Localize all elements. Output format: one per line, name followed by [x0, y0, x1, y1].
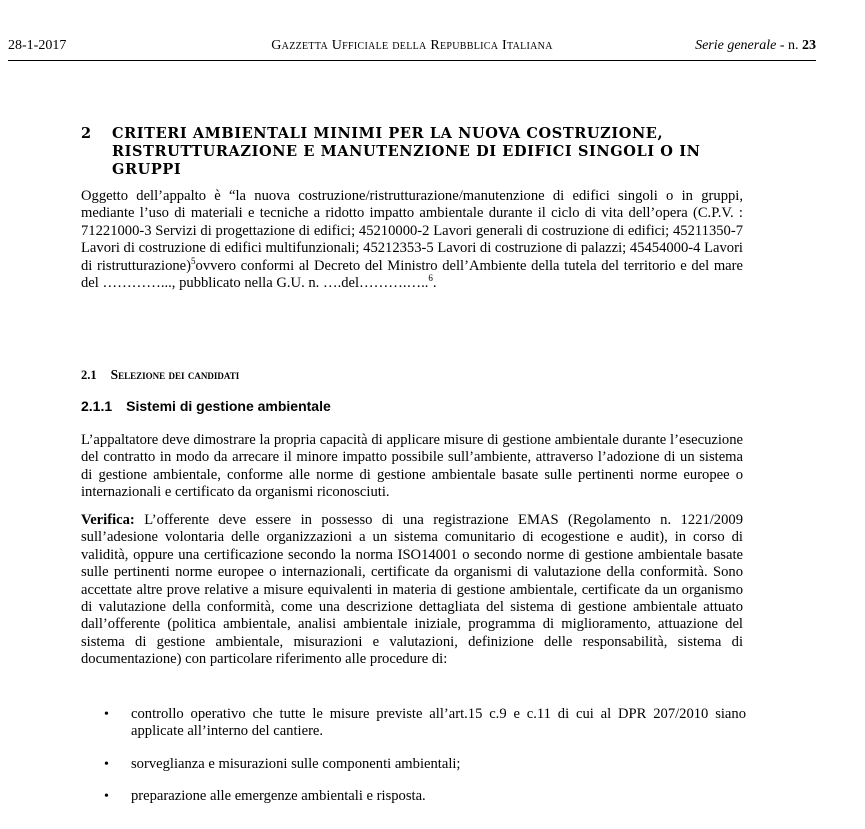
intro-text-b: ovvero conformi al Decreto del Ministro dell’Ambiente della tutela del territorio e del mare del …………..., pubblicato nella G.U. n. ….del……….….. [81, 257, 743, 292]
footnote-ref-6: 6 [428, 273, 433, 284]
subsection-number: 2.1 [81, 368, 97, 382]
bullet-icon: • [104, 757, 109, 772]
header-date: 28-1-2017 [8, 38, 67, 53]
subsubsection-heading [81, 398, 331, 414]
intro-text-a: Oggetto dell’appalto è “la nuova costruzione/ristrutturazione/manutenzione di edifici singoli o in gruppi, mediante l’uso di materiali e tecniche a ridotto impatto ambientale durante il ciclo di vita dell’opera (C.P.V. : 71221000-3 Servizi di progettazione di edifici; 45210000-2 Lavori generali di costruzione di edifici; 45211350-7 Lavori di costruzione di edifici multifunzionali; 45212353-5 Lavori di costruzione di palazzi; 45454000-4 Lavori di ristrutturazione) [81, 188, 743, 274]
section-title: CRITERI AMBIENTALI MINIMI PER LA NUOVA COSTRUZIONE, RISTRUTTURAZIONE E MANUTENZIONE DI EDIFICI SINGOLI O IN GRUPPI [112, 125, 701, 178]
subsubsection-number: 2.1.1 [81, 398, 113, 414]
intro-text-c: . [432, 275, 437, 292]
body-paragraph-1: L’appaltatore deve dimostrare la propria capacità di applicare misure di gestione ambientale durante l’esecuzione del contratto in modo da arrecare il minore impatto possibile sull’ambiente, attraverso l’adozione di un sistema di gestione ambientale, conforme alle norme di gestione ambientale basate sulle pertinenti norme europee o internazionali e certificato da organismi riconosciuti. [81, 432, 743, 501]
header-rule [8, 60, 816, 61]
list-item-text: controllo operativo che tutte le misure previste all’art.15 c.9 e c.11 di cui al DPR 207/2010 siano applicate all’interno del cantiere. [131, 706, 746, 740]
header-serie-sep: - n. [776, 38, 802, 53]
bullet-icon: • [104, 707, 109, 722]
verifica-text: L’offerente deve essere in possesso di una registrazione EMAS (Regolamento n. 1221/2009 sull’adesione volontaria delle organizzazioni a un sistema comunitario di ecogestione e audit), in corso di validità, oppure una certificazione secondo la norma ISO14001 o secondo norme di gestione ambientale basate sulle pertinenti norme europee o internazionali, certificate da organismi di valutazione della conformità. Sono accettate altre prove relative a misure equivalenti in materia di gestione ambientale, certificate da un organismo di valutazione della conformità, come una descrizione dettagliata del sistema di gestione ambientale attuato dall’offerente (politica ambientale, analisi ambientale iniziale, programma di miglioramento, attuazione del sistema di gestione ambientale, misurazioni e valutazioni, definizione delle responsabilità, sistema di documentazione) con particolare riferimento alle procedure di: [81, 512, 743, 668]
subsection-title: Selezione dei candidati [110, 367, 240, 382]
list-item-text: preparazione alle emergenze ambientali e risposta. [131, 788, 426, 804]
header-serie [695, 38, 816, 54]
section-intro-paragraph [81, 188, 743, 292]
footnote-ref-5: 5 [191, 255, 196, 266]
verifica-paragraph [81, 512, 743, 669]
bullet-icon: • [104, 789, 109, 804]
header-serie-number: 23 [802, 38, 816, 53]
section-number: 2 [81, 125, 92, 142]
subsubsection-title: Sistemi di gestione ambientale [126, 398, 331, 414]
list-item-text: sorveglianza e misurazioni sulle componenti ambientali; [131, 756, 461, 772]
verifica-label: Verifica: [81, 512, 135, 528]
page-header [8, 36, 816, 58]
header-title: Gazzetta Ufficiale della Repubblica Italiana [271, 38, 553, 53]
header-serie-label: Serie generale [695, 38, 777, 53]
subsection-heading [81, 367, 239, 383]
